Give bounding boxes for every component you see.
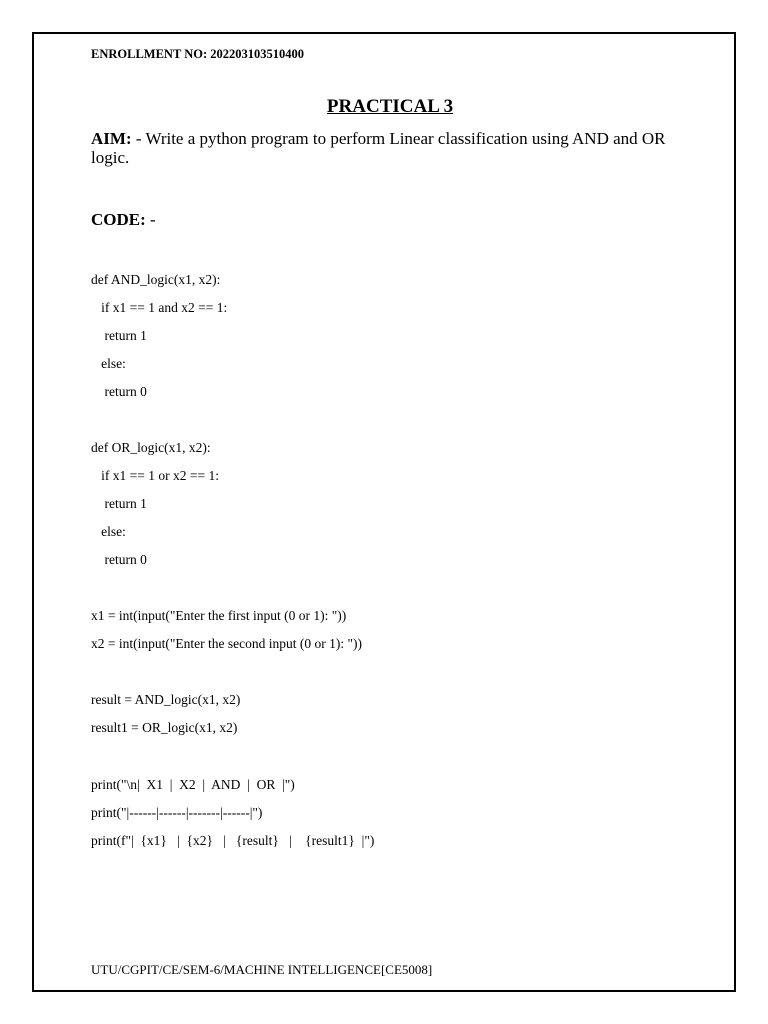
code-line: else: [91,356,126,371]
code-line: x2 = int(input("Enter the second input (0 or 1): ")) [91,636,362,651]
code-line: return 0 [91,552,147,567]
code-line: if x1 == 1 and x2 == 1: [91,300,228,315]
document-page [32,32,736,992]
code-heading-suffix: - [145,210,156,229]
aim-paragraph [91,129,691,167]
enrollment-number: ENROLLMENT NO: 202203103510400 [91,47,304,61]
code-line: if x1 == 1 or x2 == 1: [91,468,219,483]
code-line: def OR_logic(x1, x2): [91,440,211,455]
code-line: return 1 [91,328,147,343]
page-footer: UTU/CGPIT/CE/SEM-6/MACHINE INTELLIGENCE[CE5008] [91,962,433,977]
code-heading [91,210,156,230]
code-line: else: [91,524,126,539]
code-line: print("\n| X1 | X2 | AND | OR |") [91,777,295,792]
code-line: result1 = OR_logic(x1, x2) [91,720,238,735]
page-title: PRACTICAL 3 [326,96,454,117]
code-line: return 0 [91,384,147,399]
aim-label: AIM: [91,129,132,148]
code-heading-label: CODE: [91,210,146,229]
aim-text: - Write a python program to perform Linear classification using AND and OR logic. [91,129,666,167]
code-line: x1 = int(input("Enter the first input (0 or 1): ")) [91,608,347,623]
code-line: def AND_logic(x1, x2): [91,272,221,287]
code-line: print("|------|------|-------|------|") [91,805,263,820]
code-line: result = AND_logic(x1, x2) [91,692,241,707]
code-line: print(f"| {x1} | {x2} | {result} | {result1} |") [91,833,375,848]
code-line: return 1 [91,496,147,511]
